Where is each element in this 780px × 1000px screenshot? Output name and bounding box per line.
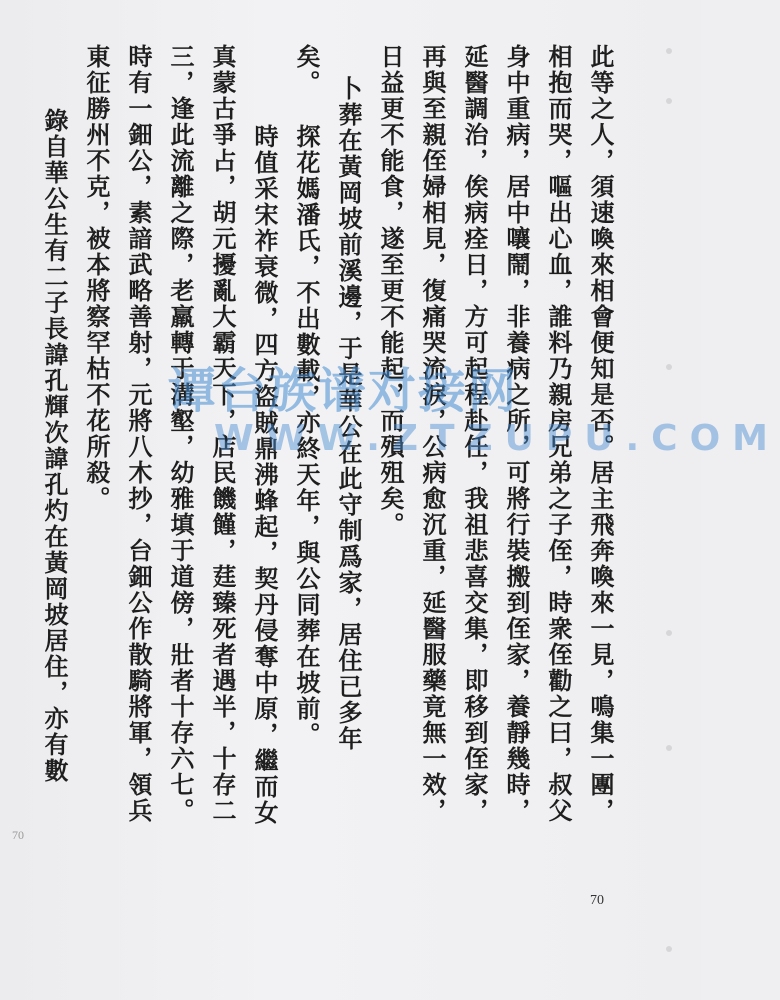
text-column-15: 錄自華公生有二子長諱孔輝次諱孔灼在黃岡坡居住，亦有數	[40, 108, 69, 784]
text-column-5: 再與至親侄婦相見，復痛哭流淚，公病愈沉重，延醫服藥竟無一效，	[418, 44, 447, 824]
page-number: 70	[590, 893, 604, 908]
text-column-7: 卜葬在黃岡坡前溪邊，于是華公在此守制爲家，居住已多年	[334, 76, 363, 752]
text-column-2: 相抱而哭，嘔出心血，誰料乃親房兄弟之子侄，時衆侄勸之曰，叔父	[544, 44, 573, 824]
text-column-13: 時有一鈿公，素諳武略善射，元將八木抄，台鈿公作散騎將軍，領兵	[124, 44, 153, 824]
text-column-6: 日益更不能食，遂至更不能起，而殞殂矣。	[376, 44, 405, 538]
binder-hole-3	[666, 364, 672, 370]
text-column-14: 東征勝州不克，被本將察罕枯不花所殺。	[82, 44, 111, 512]
text-column-9: 探花媽潘氏，不出數載，亦終天年，與公同葬在坡前。	[292, 124, 321, 748]
margin-page-mark: 70	[12, 828, 24, 842]
binder-hole-1	[666, 48, 672, 54]
text-column-12: 三，逢此流離之際，老羸轉于溝壑，幼雅填于道傍，壯者十存六七。	[166, 44, 195, 824]
text-column-4: 延醫調治，俟病痊日，方可起程赴任，我祖悲喜交集，即移到侄家，	[460, 44, 489, 824]
binder-hole-5	[666, 745, 672, 751]
text-column-1: 此等之人，須速喚來相會便知是否。居主飛奔喚來一見，鳴集一團，	[586, 44, 615, 824]
binder-hole-2	[666, 98, 672, 104]
text-column-8: 矣。	[292, 44, 321, 96]
text-column-3: 身中重病，居中嚷鬧，非養病之所，可將行裝搬到侄家，養靜幾時，	[502, 44, 531, 824]
binder-hole-4	[666, 630, 672, 636]
text-column-11: 真蒙古爭占，胡元擾亂大霸天下，店民饑饉，莛臻死者遇半，十存二	[208, 44, 237, 824]
text-column-10: 時值采宋祚衰微，四方盜賊鼎沸蜂起，契丹侵奪中原，繼而女	[250, 124, 279, 826]
watermark-title: 谭台族谱对接网	[168, 363, 519, 419]
binder-hole-6	[666, 946, 672, 952]
watermark-url: WWW.ZTZUPU.COM	[214, 418, 780, 459]
